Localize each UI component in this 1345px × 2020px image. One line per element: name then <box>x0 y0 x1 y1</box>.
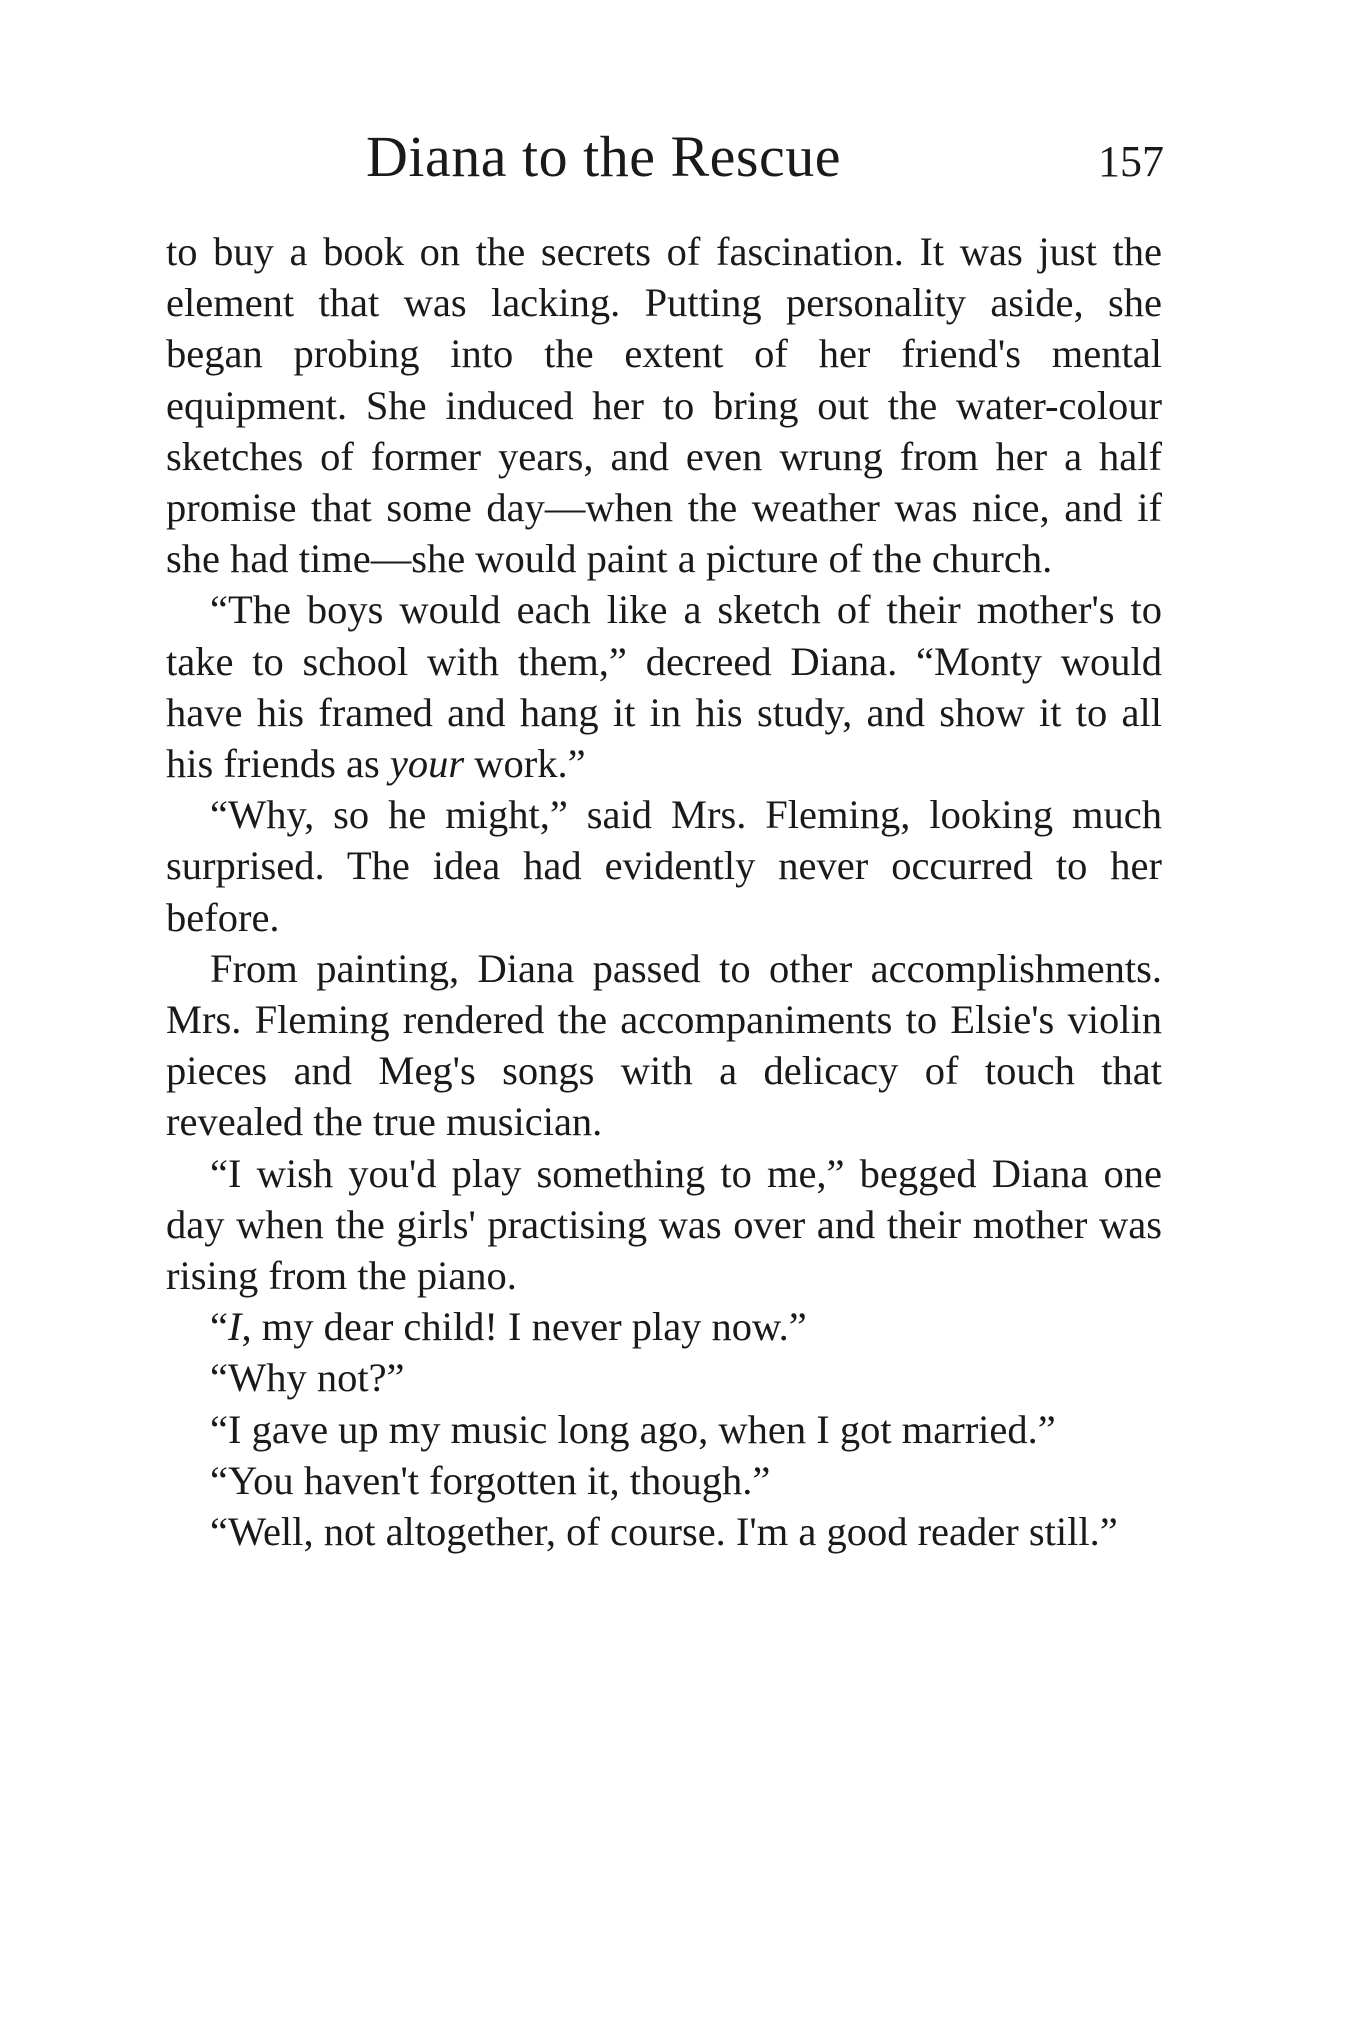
paragraph-6-text-after: , my dear child! I never play now.” <box>241 1304 807 1350</box>
running-title: Diana to the Rescue <box>366 124 841 189</box>
body-text <box>166 226 1162 1557</box>
paragraph-10: “Well, not altogether, of course. I'm a good reader still.” <box>210 1509 1118 1555</box>
paragraph-1: to buy a book on the secrets of fascination. It was just the element that was lacking. Putting personality aside, she began probing into the extent of her friend's mental equipment. She induced her to bring out the water-colour sketches of former years, and even wrung from her a half promise that some day—when the weather was nice, and if she had time—she would paint a picture of the church. <box>166 229 1162 582</box>
paragraph-9: “You haven't forgotten it, though.” <box>210 1457 771 1503</box>
paragraph-2-text-after: work.” <box>464 741 586 787</box>
paragraph-3: “Why, so he might,” said Mrs. Fleming, looking much surprised. The idea had evidently never occurred to her before. <box>166 792 1162 940</box>
paragraph-2 <box>166 584 1162 789</box>
paragraph-4: From painting, Diana passed to other accomplishments. Mrs. Fleming rendered the accompaniments to Elsie's violin pieces and Meg's songs with a delicacy of touch that revealed the true musician. <box>166 945 1162 1145</box>
page-number: 157 <box>1098 137 1164 186</box>
paragraph-5: “I wish you'd play something to me,” begged Diana one day when the girls' practising was over and their mother was rising from the piano. <box>166 1150 1162 1299</box>
paragraph-7: “Why not?” <box>210 1355 405 1401</box>
paragraph-6-text-before: “ <box>210 1304 228 1350</box>
paragraph-2-italic: your <box>389 741 465 787</box>
page-header <box>166 122 1164 192</box>
paragraph-2-text-before: “The boys would each like a sketch of their mother's to take to school with them,” decreed Diana. “Monty would have his framed and hang it in his study, and show it to all his friends as <box>166 587 1162 787</box>
paragraph-8: “I gave up my music long ago, when I got married.” <box>210 1406 1056 1452</box>
paragraph-6 <box>166 1301 1162 1352</box>
paragraph-6-italic: I <box>227 1304 242 1350</box>
